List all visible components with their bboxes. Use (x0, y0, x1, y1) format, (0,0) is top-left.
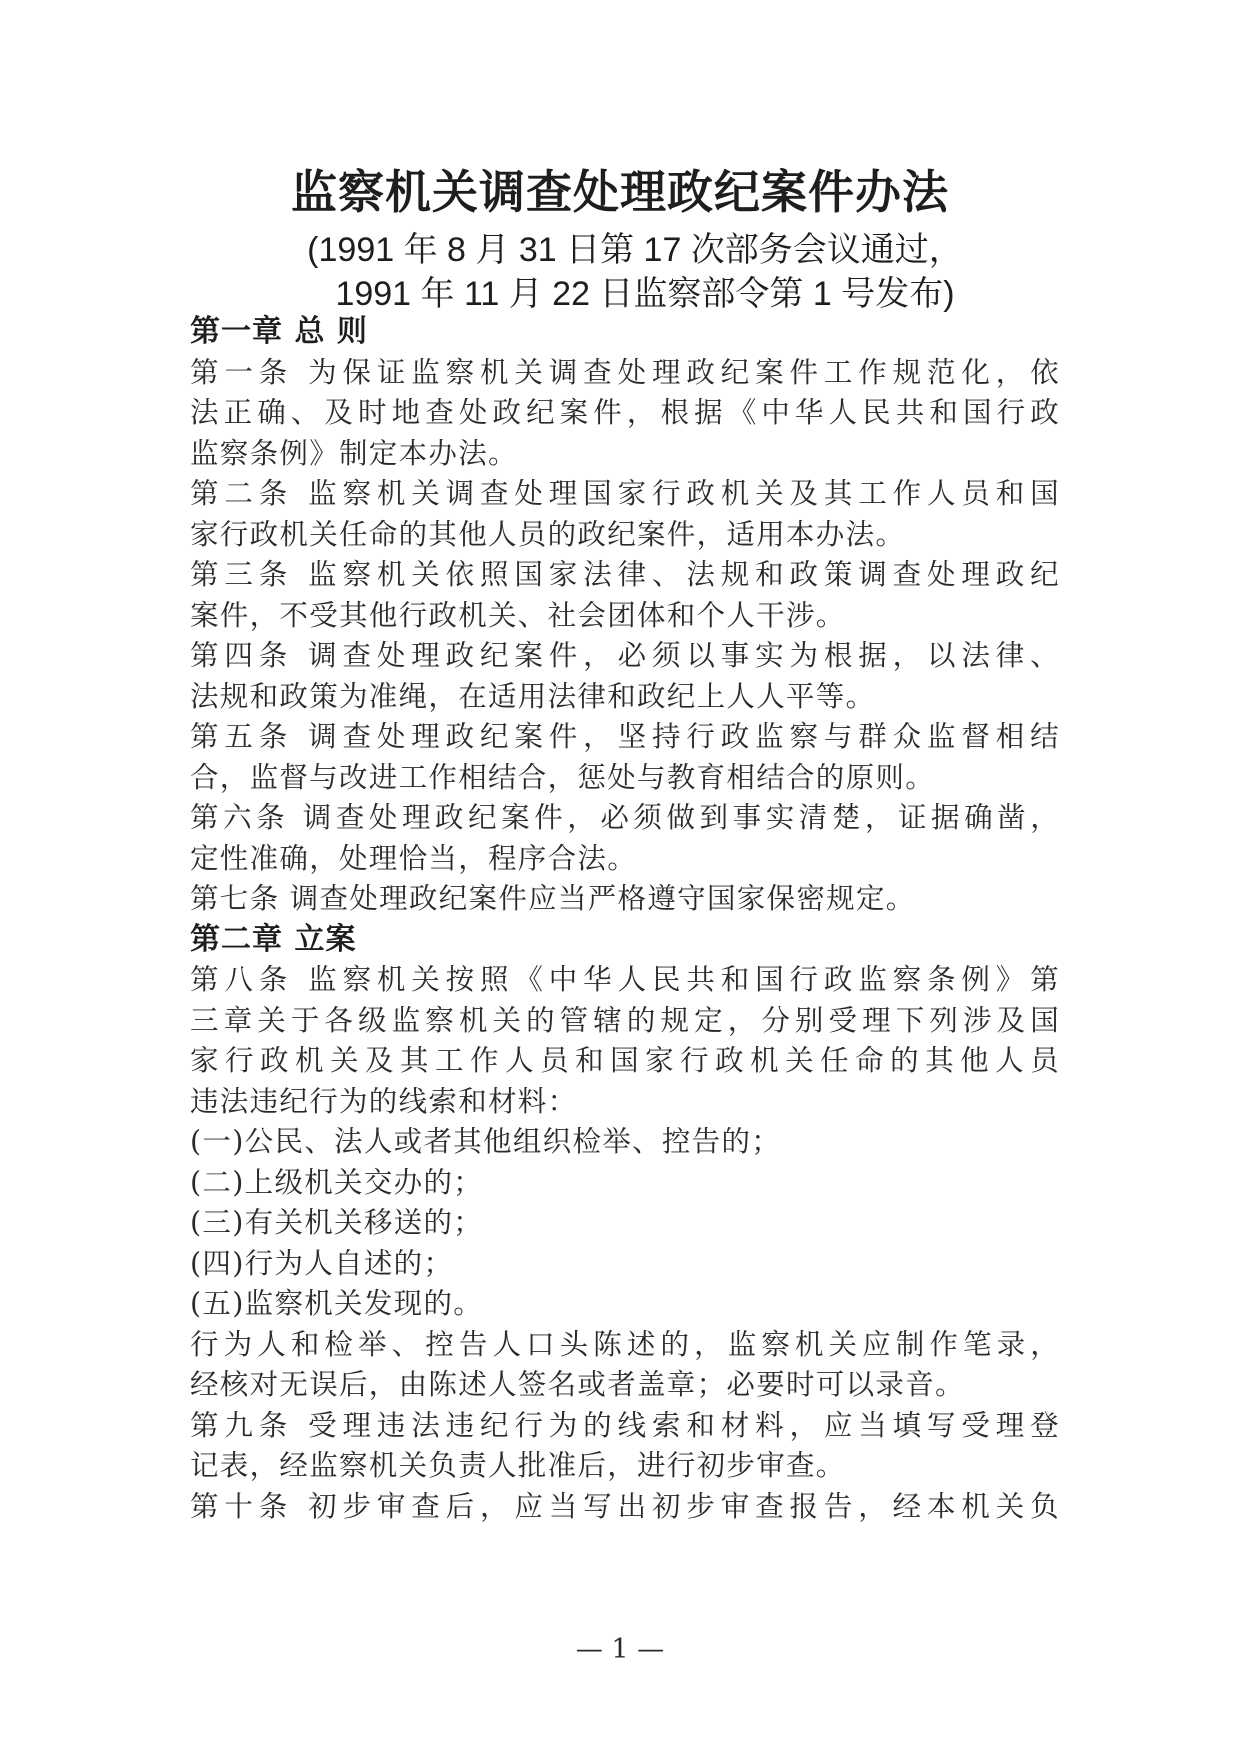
article-8-line: 三章关于各级监察机关的管辖的规定，分别受理下列涉及国 (190, 1003, 1060, 1037)
article-1-line: 第一条 为保证监察机关调查处理政纪案件工作规范化，依 (190, 355, 1060, 389)
article-8-line: 第八条 监察机关按照《中华人民共和国行政监察条例》第 (190, 963, 1060, 996)
paragraph-line: 经核对无误后，由陈述人签名或者盖章；必要时可以录音。 (190, 1368, 965, 1401)
article-8-line: 违法违纪行为的线索和材料： (190, 1084, 578, 1118)
article-5-line: 合，监督与改进工作相结合，惩处与教育相结合的原则。 (190, 760, 936, 794)
article-9-line: 第九条 受理违法违纪行为的线索和材料，应当填写受理登 (190, 1408, 1060, 1442)
document-body (190, 312, 1060, 1527)
list-item: (一)公民、法人或者其他组织检举、控告的； (190, 1125, 782, 1158)
document-subtitle-line-1: (1991 年 8 月 31 日第 17 次部务会议通过， (307, 231, 963, 269)
chapter-heading: 第二章 立案 (190, 921, 357, 957)
article-2-line: 第二条 监察机关调查处理国家行政机关及其工作人员和国 (190, 477, 1060, 510)
list-item: (五)监察机关发现的。 (190, 1287, 484, 1320)
document-subtitle-line-2: 1991 年 11 月 22 日监察部令第 1 号发布) (335, 275, 955, 313)
list-item: (二)上级机关交办的； (190, 1165, 484, 1199)
article-4-line: 法规和政策为准绳，在适用法律和政纪上人人平等。 (190, 679, 876, 713)
article-7-line: 第七条 调查处理政纪案件应当严格遵守国家保密规定。 (190, 882, 916, 915)
chapter-heading: 第一章 总 则 (190, 314, 368, 349)
article-1-line: 监察条例》制定本办法。 (190, 436, 518, 470)
page-number: — 1 — (575, 1634, 665, 1665)
article-8-line: 家行政机关及其工作人员和国家行政机关任命的其他人员 (190, 1044, 1060, 1077)
list-item: (三)有关机关移送的； (190, 1206, 484, 1239)
article-6-line: 第六条 调查处理政纪案件，必须做到事实清楚，证据确凿， (190, 801, 1060, 834)
article-2-line: 家行政机关任命的其他人员的政纪案件，适用本办法。 (190, 517, 906, 551)
article-9-line: 记表，经监察机关负责人批准后，进行初步审查。 (190, 1449, 846, 1482)
article-1-line: 法正确、及时地查处政纪案件，根据《中华人民共和国行政 (190, 396, 1060, 429)
article-3-line: 案件，不受其他行政机关、社会团体和个人干涉。 (190, 598, 846, 632)
article-3-line: 第三条 监察机关依照国家法律、法规和政策调查处理政纪 (190, 558, 1060, 591)
article-6-line: 定性准确，处理恰当，程序合法。 (190, 841, 638, 875)
document-title: 监察机关调查处理政纪案件办法 (291, 165, 949, 219)
article-5-line: 第五条 调查处理政纪案件，坚持行政监察与群众监督相结 (190, 720, 1060, 753)
article-10-line: 第十条 初步审查后，应当写出初步审查报告，经本机关负 (190, 1489, 1060, 1523)
article-4-line: 第四条 调查处理政纪案件，必须以事实为根据，以法律、 (190, 639, 1060, 672)
paragraph-line: 行为人和检举、控告人口头陈述的，监察机关应制作笔录， (190, 1327, 1060, 1361)
list-item: (四)行为人自述的； (190, 1246, 454, 1280)
